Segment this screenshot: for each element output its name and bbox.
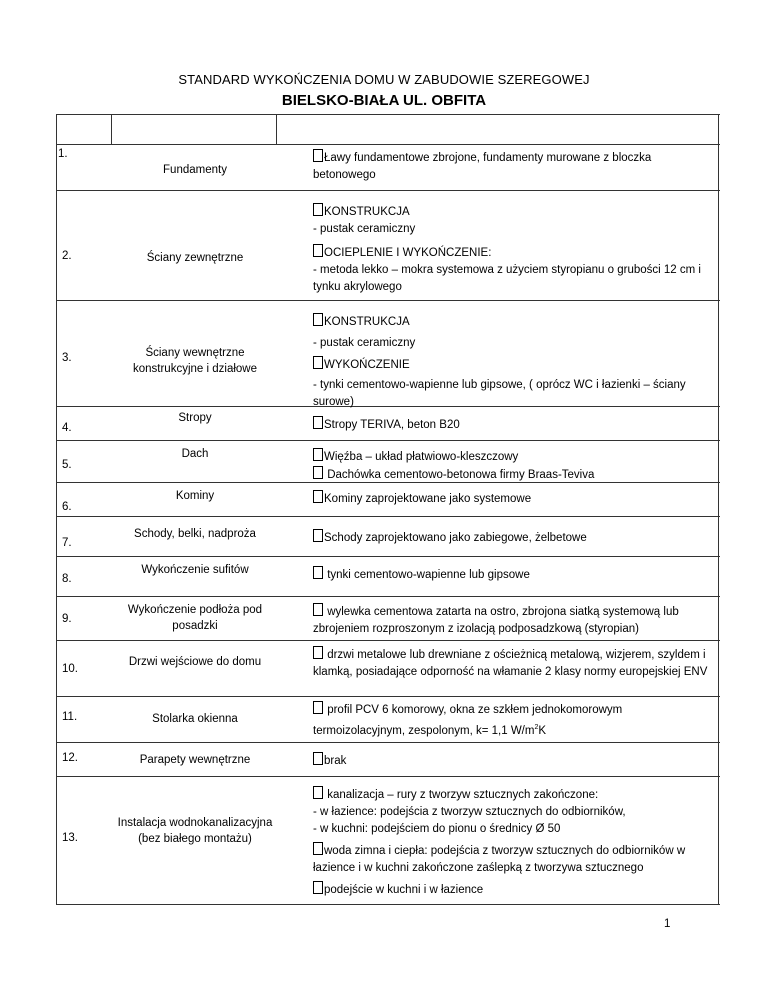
- row-label: Parapety wewnętrzne: [139, 754, 251, 766]
- row-label: Dach: [181, 448, 209, 460]
- checkbox-icon: [313, 203, 323, 216]
- row-label: Ściany zewnętrzne: [146, 252, 244, 264]
- row-number: 2.: [62, 250, 72, 262]
- row-label: Wykończenie sufitów: [141, 564, 249, 576]
- page-number: 1: [664, 918, 671, 930]
- checkbox-icon: [313, 566, 323, 579]
- row-number: 5.: [62, 459, 72, 471]
- row-number: 13.: [62, 832, 78, 844]
- row-description: Więźba – układ płatwiowo-kleszczowy Dachówka cementowo-betonowa firmy Braas-Teviva: [313, 448, 717, 484]
- row-number: 11.: [62, 711, 78, 723]
- row-label: Stolarka okienna: [152, 713, 238, 725]
- checkbox-icon: [313, 149, 323, 162]
- row-description: Kominy zaprojektowane jako systemowe: [313, 490, 717, 508]
- checkbox-icon: [313, 313, 323, 326]
- row-number: 10.: [62, 663, 78, 675]
- row-label: Kominy: [175, 490, 215, 502]
- checkbox-icon: [313, 603, 323, 616]
- row-label: Wykończenie podłoża pod posadzki: [127, 604, 263, 632]
- checkbox-icon: [313, 752, 323, 765]
- checkbox-icon: [313, 356, 323, 369]
- row-description: brak: [313, 752, 717, 770]
- row-label: Schody, belki, nadproża: [134, 528, 256, 540]
- row-number: 1.: [58, 148, 68, 160]
- row-description: Ławy fundamentowe zbrojone, fundamenty murowane z bloczka betonowego: [313, 149, 717, 184]
- checkbox-icon: [313, 529, 323, 542]
- row-label: Fundamenty: [163, 164, 227, 176]
- row-description: wylewka cementowa zatarta na ostro, zbrojona siatką systemową lub zbrojeniem rozproszonym z izolacją podposadzkową (styropian): [313, 603, 717, 638]
- row-number: 9.: [62, 613, 72, 625]
- row-number: 3.: [62, 352, 72, 364]
- row-number: 8.: [62, 573, 72, 585]
- checkbox-icon: [313, 466, 323, 479]
- row-number: 12.: [62, 752, 78, 764]
- checkbox-icon: [313, 244, 323, 257]
- row-label: Stropy: [178, 412, 212, 424]
- checkbox-icon: [313, 448, 323, 461]
- checkbox-icon: [313, 701, 323, 714]
- row-description: drzwi metalowe lub drewniane z ościeżnicą metalową, wizjerem, szyldem i klamką, posiadające odporność na włamanie 2 klasy normy europejskiej ENV: [313, 646, 717, 681]
- row-description: kanalizacja – rury z tworzyw sztucznych zakończone: - w łazience: podejścia z tworzyw sztucznych do odbiorników, - w kuchni: podejściem do pionu o średnicy Ø 50 woda zimna i ciepła: podejścia z tworzyw sztucznych do odbiorników w łazience i w kuchni zakończone zaślepką z tworzywa sztucznego podejście w kuchni i w łazience: [313, 786, 717, 899]
- row-description: KONSTRUKCJA - pustak ceramiczny WYKOŃCZENIE - tynki cementowo-wapienne lub gipsowe, ( oprócz WC i łazienki – ściany surowe): [313, 313, 717, 411]
- row-description: Schody zaprojektowano jako zabiegowe, żelbetowe: [313, 529, 717, 547]
- row-description: KONSTRUKCJA - pustak ceramiczny OCIEPLENIE I WYKOŃCZENIE: - metoda lekko – mokra systemowa z użyciem styropianu o grubości 12 cm i tynku akrylowego: [313, 203, 717, 296]
- document-subtitle: BIELSKO-BIAŁA UL. OBFITA: [281, 92, 487, 109]
- checkbox-icon: [313, 416, 323, 429]
- checkbox-icon: [313, 490, 323, 503]
- checkbox-icon: [313, 842, 323, 855]
- checkbox-icon: [313, 646, 323, 659]
- row-number: 6.: [62, 501, 72, 513]
- row-label: Drzwi wejściowe do domu: [128, 656, 262, 668]
- document-title: STANDARD WYKOŃCZENIA DOMU W ZABUDOWIE SZEREGOWEJ: [178, 72, 590, 87]
- checkbox-icon: [313, 786, 323, 799]
- row-description: Stropy TERIVA, beton B20: [313, 416, 717, 434]
- row-label: Ściany wewnętrzne konstrukcyjne i działowe: [132, 347, 257, 375]
- row-description: profil PCV 6 komorowy, okna ze szkłem jednokomorowym termoizolacyjnym, zespolonym, k= 1,1 $W/m^2K$: [313, 701, 717, 740]
- row-description: tynki cementowo-wapienne lub gipsowe: [313, 566, 717, 584]
- checkbox-icon: [313, 881, 323, 894]
- row-number: 7.: [62, 537, 72, 549]
- row-label: Instalacja wodnokanalizacyjna (bez białego montażu): [117, 817, 273, 845]
- row-number: 4.: [62, 422, 72, 434]
